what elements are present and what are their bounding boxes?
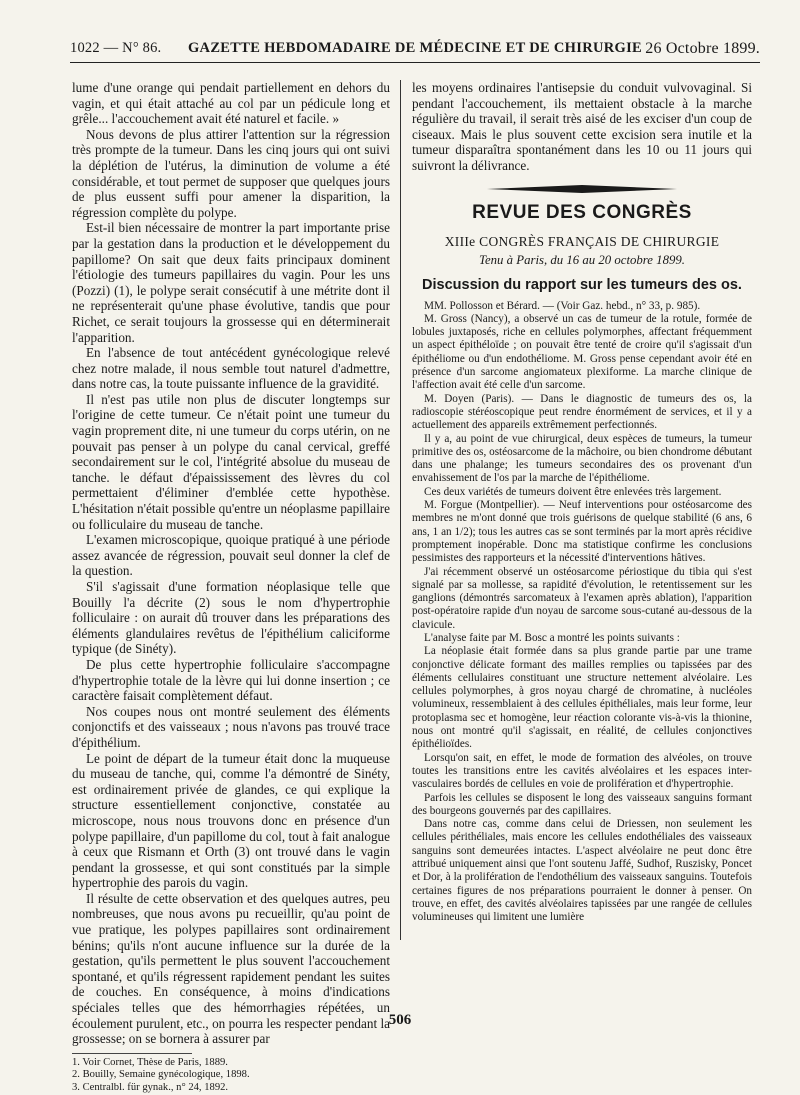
paragraph: les moyens ordinaires l'antisepsie du conduit vulvovaginal. Si pendant l'accouchement, ils mettaient obstacle à la marche régulière du travail, il serait très aisé de les exciser d'un coup de ciseaux. Mais le plus souvent cette excision sera inutile et la tumeur disparaîtra spontanément dans les 10 ou 11 jours qui suivront la délivrance.	[412, 80, 752, 173]
issue-date: 26 Octobre 1899.	[645, 40, 760, 57]
paragraph: En l'absence de tout antécédent gynécologique relevé chez notre malade, il nous semble tout naturel d'admettre, dans notre cas, la toute puissante influence de la gravidité.	[72, 345, 390, 392]
paragraph: La néoplasie était formée dans sa plus grande partie par une trame conjonctive délicate formant des mailles remplies ou tapissées par des éléments cellulaires constituant une structure nettement alvéolaire. Les cellules polymorphes, à gros noyau chargé de chromatine, à nucléoles volumineux, ressemblaient à des cellules épithéliales, mais leur forme, leur protoplasma sec et homogène, leur réaction colorante vis-à-vis la thionine, nous ont montré qu'il s'agissait, en réalité, de cellules conjonctives épithélioïdes.	[412, 645, 752, 751]
paragraph: Nos coupes nous ont montré seulement des éléments conjonctifs et des vaisseaux ; nous n'avons pas trouvé trace d'épithélium.	[72, 703, 390, 750]
footnote: 3. Centralbl. für gynak., n° 24, 1892.	[72, 1082, 229, 1093]
paragraph: Dans notre cas, comme dans celui de Driessen, non seulement les cellules périthéliales, mais encore les cellules endothéliales des vaisseaux sanguins sont demeurées intactes. L'aspect alvéolaire ne peut donc être attribué uniquement ainsi que l'ont soutenu Jaffé, Sudhof, Ruszisky, Poncet et Dor, à la prolifération de l'endothélium des vaisseaux sanguins. Toutefois certaines figures de nos préparations pourraient le donner à penser. On trouve, en effet, des cavités alvéolaires tapissées par une rangée de cellules volumineuses qui limitent une lumière	[412, 818, 752, 924]
paragraph: Ces deux variétés de tumeurs doivent être enlevées très largement.	[424, 485, 722, 498]
paragraph: L'analyse faite par M. Bosc a montré les points suivants :	[424, 631, 680, 644]
paragraph: lume d'une orange qui pendait partiellement en dehors du vagin, et qui était attaché au col par un pédicule long et grêle... l'accouchement avait été naturel et facile. »	[72, 80, 390, 127]
section-title: REVUE DES CONGRÈS	[472, 201, 692, 223]
footnote: 1. Voir Cornet, Thèse de Paris, 1889.	[72, 1056, 228, 1068]
paragraph: De plus cette hypertrophie folliculaire s'accompagne d'hypertrophie totale de la lèvre qui lui donne insertion ; ce caractère faisait complètement défaut.	[72, 656, 390, 704]
footnote: 2. Bouilly, Semaine gynécologique, 1898.	[72, 1069, 250, 1081]
paragraph: S'il s'agissait d'une formation néoplasique telle que Bouilly l'a décrite (2) sous le nom d'hypertrophie folliculaire : on aurait dû trouver dans les préparations des éléments glandulaires revêtus de l'épithélium caliciforme typique (de Sinéty).	[72, 579, 390, 657]
congress-name: XIIIe CONGRÈS FRANÇAIS DE CHIRURGIE	[444, 233, 720, 249]
paragraph: Il y a, au point de vue chirurgical, deux espèces de tumeurs, la tumeur primitive des os, ostéosarcome de la mâchoire, ou bien chondrome débutant dans une phalange; les tumeurs secondaires des os provenant d'un envahissement de l'os par la marche de l'épithéliome.	[412, 432, 752, 485]
left-column	[72, 80, 390, 1093]
paragraph: Est-il bien nécessaire de montrer la part importante prise par la gestation dans la production et le développement du papillome? On sait que deux faits principaux dominent l'étiologie des tumeurs papillaires du vagin. Pour les uns (Pozzi) (1), le polype serait consécutif à une métrite dont il ne représenterait qu'une phase évolutive, tandis que pour Richet, ce serait toujours la grossesse qui en déterminerait l'apparition.	[72, 220, 390, 345]
paragraph: M. Doyen (Paris). — Dans le diagnostic de tumeurs des os, la radioscopie stéréoscopique peut rendre énormément de services, et il y a actuellement des appareils extrêmement perfectionnés.	[412, 392, 752, 432]
journal-title: GAZETTE HEBDOMADAIRE DE MÉDECINE ET DE CHIRURGIE	[187, 40, 643, 56]
paragraph: Parfois les cellules se disposent le long des vaisseaux sanguins formant des bourgeons gouvernés par des capillaires.	[412, 791, 752, 817]
footnotes	[72, 1053, 250, 1095]
running-header	[70, 38, 760, 63]
paragraph: Le point de départ de la tumeur était donc la muqueuse du museau de tanche, qui, comme l'a démontré de Sinéty, est ordinairement privée de glandes, ce qui explique la structure essentiellement conjonctive, constatée au microscope, nous nous trouvons donc en présence d'un polype papillaire, d'un papillome du col, tout à fait analogue à ceux que Rismann et Orth (3) ont trouvé dans le vagin pendant la grossesse, et qui sont constitués par la simple hypertrophie des parois du vagin.	[72, 750, 390, 891]
right-column	[412, 80, 752, 1005]
paragraph: M. Gross (Nancy), a observé un cas de tumeur de la rotule, formée de lobules juxtaposés, riche en cellules polymorphes, affectant fréquemment un aspect épithéloïde ; on pouvait être tenté de croire qu'il s'agissait d'un épithéliome ou d'un endothéliome. M. Gross pense cependant avoir été en présence d'un sarcome angiomateux plexiforme. La marche clinique de l'affection avait été celle d'un sarcome.	[412, 312, 752, 392]
ornamental-rule-icon	[487, 184, 677, 194]
paragraph: J'ai récemment observé un ostéosarcome périostique du tibia qui s'est signalé par sa mollesse, sa rapidité d'évolution, le retentissement sur les ganglions (démontrés sarcomateux à l'examen après ablation), l'apparition post-opératoire rapide d'un noyau de sarcome sous-cutané au-dessous de la clavicule.	[412, 565, 752, 631]
paragraph: L'examen microscopique, quoique pratiqué à une période assez avancée de régression, pouvait seul donner la clef de la question.	[72, 532, 390, 579]
page-issue-number: 1022 — N° 86.	[70, 40, 162, 56]
paragraph: Nous devons de plus attirer l'attention sur la régression très prompte de la tumeur. Dans les cinq jours qui ont suivi la déplétion de l'utérus, la diminution de volume a été considérable, et tout permet de supposer que quelques jours de plus eussent suffi pour amener la disparition, la régression complète du polype.	[72, 126, 390, 220]
congress-dates: Tenu à Paris, du 16 au 20 octobre 1899.	[479, 252, 685, 267]
paragraph: MM. Pollosson et Bérard. — (Voir Gaz. hebd., n° 33, p. 985).	[424, 299, 701, 312]
paragraph: M. Forgue (Montpellier). — Neuf interventions pour ostéosarcome des membres ne m'ont donné que trois guérisons de quelque stabilité (6 ans, 6 ans, 1 an 1/2); tous les autres cas se sont terminés par la mort après récidive promptement inopérable. Donc ma statistique confirme les conclusions pessimistes des rapporteurs et la nécessité d'interventions hâtives.	[412, 499, 752, 565]
discussion-title: Discussion du rapport sur les tumeurs des os.	[422, 276, 742, 293]
paragraph: Il n'est pas utile non plus de discuter longtemps sur l'origine de cette tumeur. Ce n'était point une tumeur du vagin proprement dite, ni une tumeur du corps utérin, on ne pouvait pas penser à un polype du canal cervical, greffé secondairement sur le col, l'intégrité absolue du museau de tanche. le défaut d'épaississement des lèvres du col permettaient d'éliminer d'emblée cette hypothèse. L'hésitation n'était possible qu'entre un néoplasme papillaire ou folliculaire du museau de tanche.	[72, 391, 390, 532]
paragraph: Lorsqu'on sait, en effet, le mode de formation des alvéoles, on trouve toutes les transitions entre les cavités alvéolaires et les espaces inter-vasculaires bordés de cellules en voie de prolifération et d'hypertrophie.	[412, 751, 752, 791]
column-divider	[400, 80, 401, 940]
page-folio: 506	[388, 1012, 412, 1028]
paragraph: Il résulte de cette observation et des quelques autres, peu nombreuses, que nous avons pu recueillir, qu'au point de vue pratique, les polypes papillaires sont ordinairement bénins; qu'ils n'ont aucune influence sur la durée de la gestation, qu'ils permettent le plus souvent l'accouchement spontané, et qu'ils régressent rapidement pendant les suites de couches. En conséquence, à moins d'indications spéciales telles que des hémorrhagies répétées, un écoulement purulent, etc., on pourra les respecter pendant la grossesse; on se bornera à assurer par	[72, 890, 390, 1047]
